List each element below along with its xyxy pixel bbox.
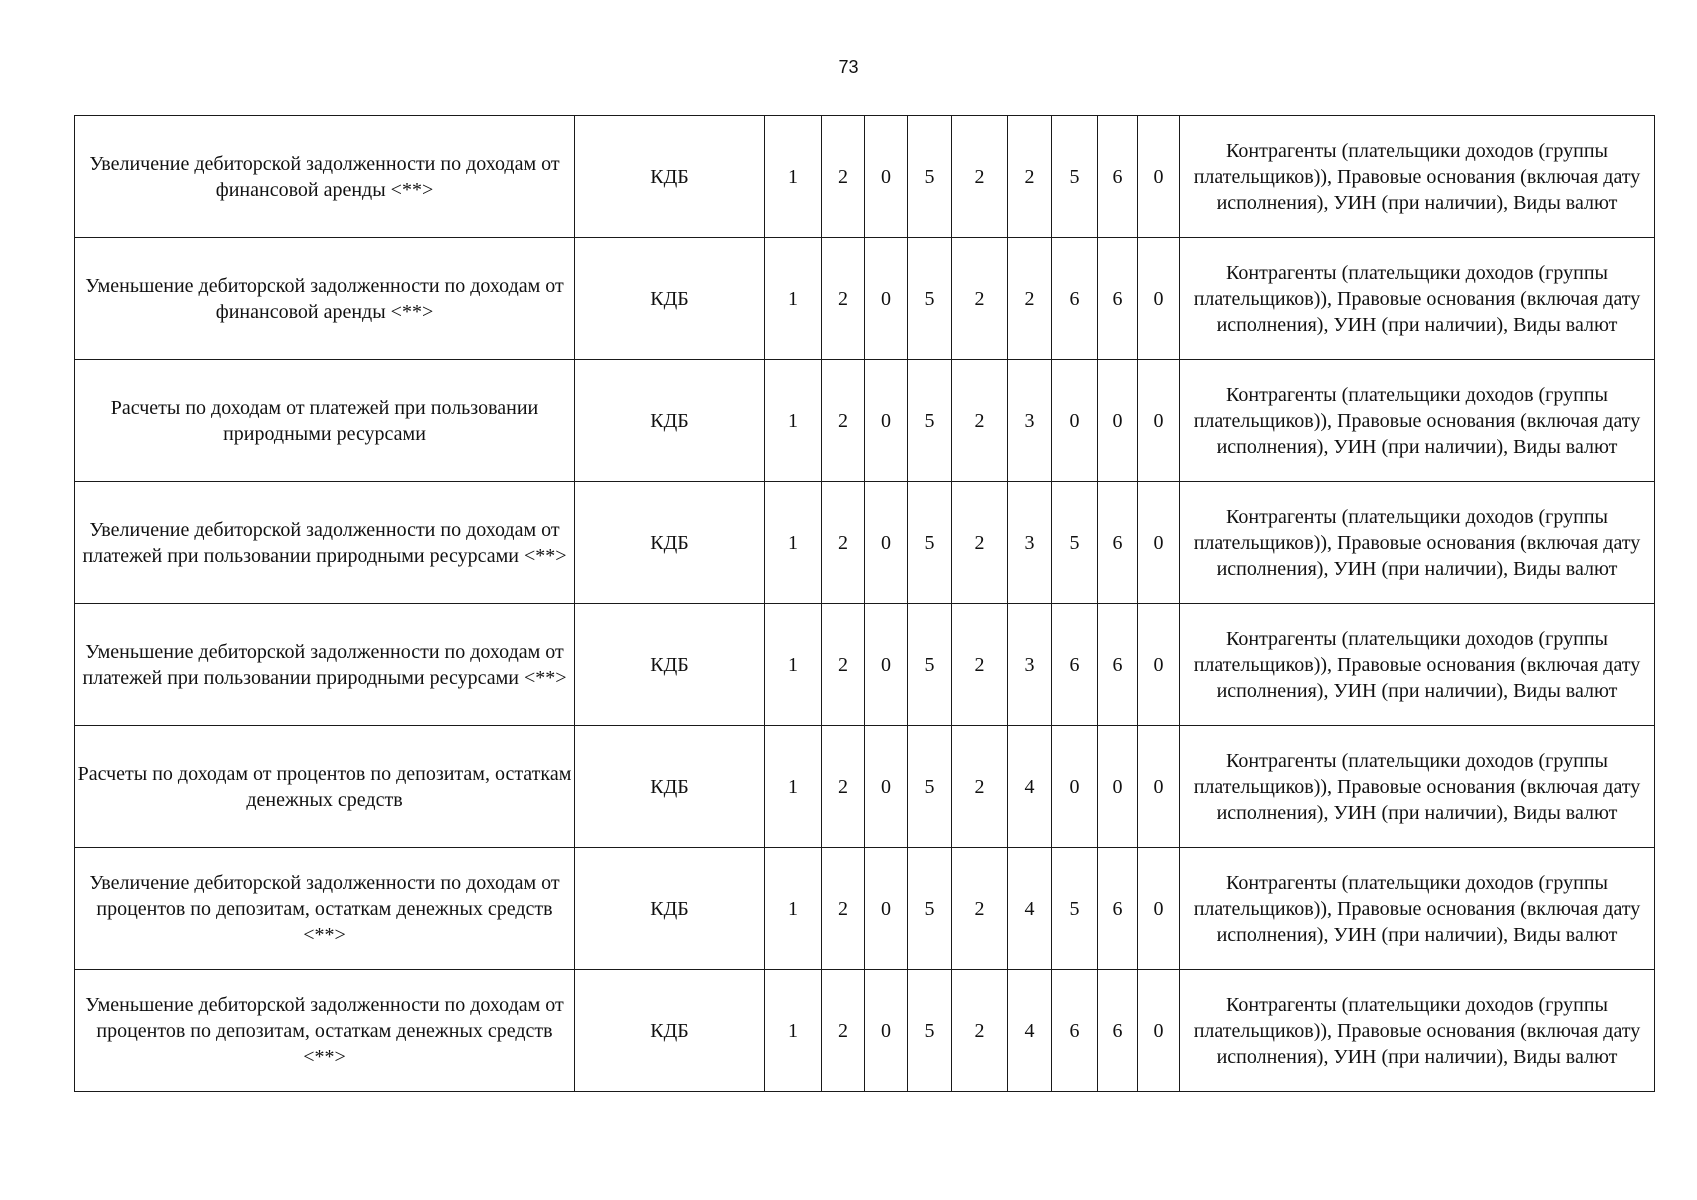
account-code-digit-cell: 2 [952,116,1008,238]
account-code-digit-cell: 0 [1098,726,1138,848]
account-code-digit-cell: 1 [765,238,822,360]
account-name-cell: Увеличение дебиторской задолженности по доходам от платежей при пользовании природными ресурсами <**> [75,482,575,604]
account-code-digit-cell: 3 [1008,360,1052,482]
account-code-digit-cell: 2 [822,482,865,604]
account-code-digit-cell: 3 [1008,604,1052,726]
account-code-digit-cell: 2 [952,604,1008,726]
account-code-digit-cell: 6 [1052,970,1098,1092]
account-name-cell: Увеличение дебиторской задолженности по доходам от процентов по депозитам, остаткам денежных средств <**> [75,848,575,970]
account-code-digit-cell: 2 [952,726,1008,848]
account-code-digit-cell: 2 [1008,238,1052,360]
code-type-cell: КДБ [575,726,765,848]
account-name-cell: Уменьшение дебиторской задолженности по доходам от процентов по депозитам, остаткам денежных средств <**> [75,970,575,1092]
account-code-digit-cell: 0 [865,116,908,238]
account-name-cell: Расчеты по доходам от процентов по депозитам, остаткам денежных средств [75,726,575,848]
code-type-cell: КДБ [575,970,765,1092]
account-code-digit-cell: 2 [1008,116,1052,238]
accounts-table [74,115,1655,1092]
account-code-digit-cell: 6 [1098,848,1138,970]
account-code-digit-cell: 6 [1052,604,1098,726]
table-row [75,116,1655,238]
table-row [75,848,1655,970]
analytics-cell: Контрагенты (плательщики доходов (группы плательщиков)), Правовые основания (включая дату исполнения), УИН (при наличии), Виды валют [1180,970,1655,1092]
account-name-cell: Уменьшение дебиторской задолженности по доходам от платежей при пользовании природными ресурсами <**> [75,604,575,726]
account-code-digit-cell: 3 [1008,482,1052,604]
analytics-cell: Контрагенты (плательщики доходов (группы плательщиков)), Правовые основания (включая дату исполнения), УИН (при наличии), Виды валют [1180,116,1655,238]
code-type-cell: КДБ [575,238,765,360]
account-code-digit-cell: 6 [1052,238,1098,360]
account-code-digit-cell: 5 [908,360,952,482]
code-type-cell: КДБ [575,482,765,604]
account-code-digit-cell: 2 [822,848,865,970]
account-code-digit-cell: 6 [1098,116,1138,238]
account-code-digit-cell: 0 [865,726,908,848]
account-code-digit-cell: 0 [1138,848,1180,970]
analytics-cell: Контрагенты (плательщики доходов (группы плательщиков)), Правовые основания (включая дату исполнения), УИН (при наличии), Виды валют [1180,482,1655,604]
account-code-digit-cell: 0 [1138,482,1180,604]
account-code-digit-cell: 0 [1138,238,1180,360]
account-code-digit-cell: 5 [908,848,952,970]
account-code-digit-cell: 5 [908,604,952,726]
account-code-digit-cell: 0 [865,360,908,482]
account-code-digit-cell: 0 [1138,604,1180,726]
table-row [75,360,1655,482]
account-code-digit-cell: 2 [952,970,1008,1092]
account-code-digit-cell: 0 [865,238,908,360]
account-code-digit-cell: 0 [865,970,908,1092]
account-code-digit-cell: 5 [908,238,952,360]
table-row [75,604,1655,726]
analytics-cell: Контрагенты (плательщики доходов (группы плательщиков)), Правовые основания (включая дату исполнения), УИН (при наличии), Виды валют [1180,604,1655,726]
account-name-cell: Уменьшение дебиторской задолженности по доходам от финансовой аренды <**> [75,238,575,360]
account-code-digit-cell: 1 [765,116,822,238]
analytics-cell: Контрагенты (плательщики доходов (группы плательщиков)), Правовые основания (включая дату исполнения), УИН (при наличии), Виды валют [1180,848,1655,970]
account-code-digit-cell: 0 [1138,360,1180,482]
account-code-digit-cell: 2 [952,848,1008,970]
account-code-digit-cell: 1 [765,970,822,1092]
code-type-cell: КДБ [575,116,765,238]
account-code-digit-cell: 2 [822,726,865,848]
analytics-cell: Контрагенты (плательщики доходов (группы плательщиков)), Правовые основания (включая дату исполнения), УИН (при наличии), Виды валют [1180,726,1655,848]
account-code-digit-cell: 4 [1008,726,1052,848]
account-name-cell: Увеличение дебиторской задолженности по доходам от финансовой аренды <**> [75,116,575,238]
analytics-cell: Контрагенты (плательщики доходов (группы плательщиков)), Правовые основания (включая дату исполнения), УИН (при наличии), Виды валют [1180,238,1655,360]
account-code-digit-cell: 4 [1008,970,1052,1092]
account-code-digit-cell: 0 [1138,726,1180,848]
account-code-digit-cell: 0 [1098,360,1138,482]
account-code-digit-cell: 0 [865,482,908,604]
account-code-digit-cell: 2 [952,482,1008,604]
account-code-digit-cell: 5 [1052,848,1098,970]
account-code-digit-cell: 2 [822,116,865,238]
account-code-digit-cell: 0 [1052,360,1098,482]
account-code-digit-cell: 0 [1138,116,1180,238]
account-code-digit-cell: 2 [822,238,865,360]
table-row [75,238,1655,360]
account-code-digit-cell: 1 [765,360,822,482]
account-code-digit-cell: 5 [908,726,952,848]
account-code-digit-cell: 2 [822,970,865,1092]
account-code-digit-cell: 0 [865,604,908,726]
table-row [75,726,1655,848]
account-name-cell: Расчеты по доходам от платежей при пользовании природными ресурсами [75,360,575,482]
account-code-digit-cell: 1 [765,848,822,970]
code-type-cell: КДБ [575,604,765,726]
account-code-digit-cell: 5 [1052,482,1098,604]
page-number: 73 [838,57,859,77]
account-code-digit-cell: 0 [1052,726,1098,848]
account-code-digit-cell: 6 [1098,604,1138,726]
account-code-digit-cell: 2 [822,604,865,726]
account-code-digit-cell: 2 [822,360,865,482]
code-type-cell: КДБ [575,360,765,482]
account-code-digit-cell: 2 [952,238,1008,360]
account-code-digit-cell: 2 [952,360,1008,482]
account-code-digit-cell: 5 [908,970,952,1092]
account-code-digit-cell: 0 [865,848,908,970]
table-row [75,482,1655,604]
table-body [75,116,1655,1092]
account-code-digit-cell: 1 [765,604,822,726]
account-code-digit-cell: 5 [908,116,952,238]
account-code-digit-cell: 6 [1098,482,1138,604]
analytics-cell: Контрагенты (плательщики доходов (группы плательщиков)), Правовые основания (включая дату исполнения), УИН (при наличии), Виды валют [1180,360,1655,482]
account-code-digit-cell: 6 [1098,970,1138,1092]
account-code-digit-cell: 5 [1052,116,1098,238]
account-code-digit-cell: 1 [765,726,822,848]
code-type-cell: КДБ [575,848,765,970]
account-code-digit-cell: 1 [765,482,822,604]
account-code-digit-cell: 0 [1138,970,1180,1092]
account-code-digit-cell: 4 [1008,848,1052,970]
account-code-digit-cell: 5 [908,482,952,604]
account-code-digit-cell: 6 [1098,238,1138,360]
table-row [75,970,1655,1092]
